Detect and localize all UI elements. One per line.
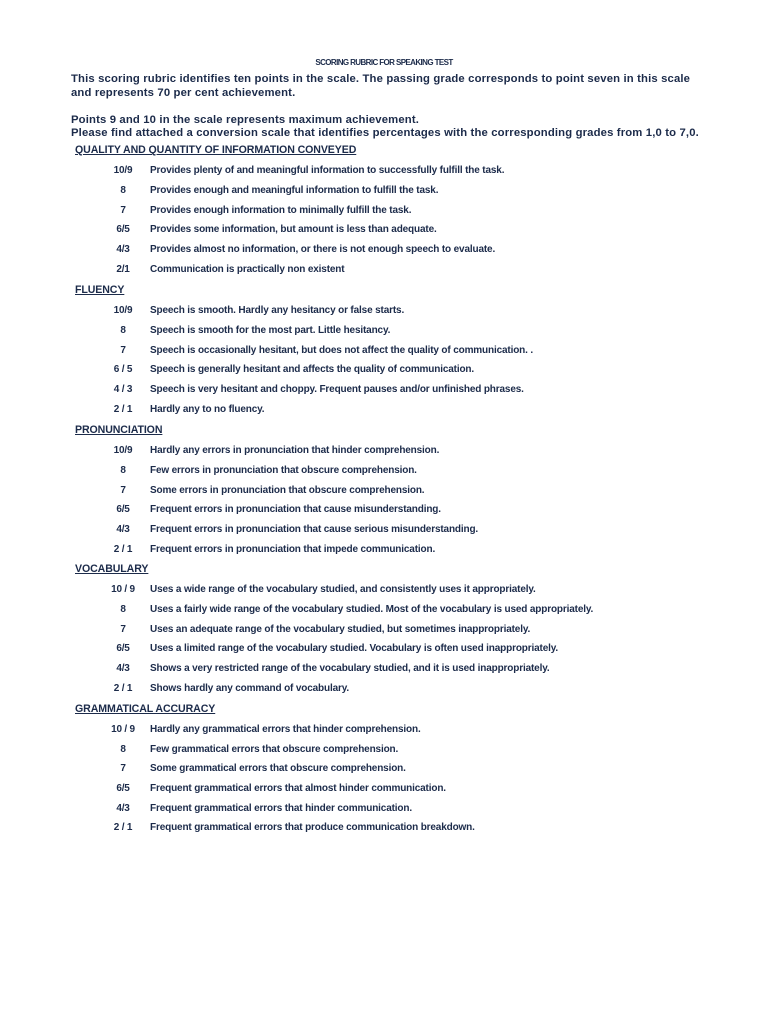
rubric-score: 4/3 [116,244,130,255]
intro-line: Points 9 and 10 in the scale represents maximum achievement. [71,113,420,126]
rubric-score: 6/5 [116,643,130,654]
rubric-score: 2 / 1 [113,683,133,694]
rubric-score: 8 [120,185,126,196]
rubric-description: Few errors in pronunciation that obscure comprehension. [150,465,417,476]
rubric-score: 4 / 3 [113,384,133,395]
rubric-row [0,543,768,557]
rubric-score: 7 [120,763,126,774]
rubric-row [0,263,768,277]
rubric-description: Uses a fairly wide range of the vocabulary studied. Most of the vocabulary is used appropriately. [150,604,594,615]
rubric-description: Some grammatical errors that obscure comprehension. [150,763,406,774]
rubric-row [0,821,768,835]
rubric-score: 6 / 5 [113,364,133,375]
rubric-score: 6/5 [116,783,130,794]
section-title: VOCABULARY [75,563,149,575]
rubric-row [0,782,768,796]
rubric-score: 8 [120,465,126,476]
rubric-row [0,723,768,737]
intro-paragraph [71,73,751,141]
rubric-description: Hardly any to no fluency. [150,404,265,415]
rubric-score: 2 / 1 [113,822,133,833]
rubric-row [0,464,768,478]
intro-line [71,100,751,114]
rubric-row [0,762,768,776]
rubric-description: Speech is occasionally hesitant, but does not affect the quality of communication. . [150,345,534,356]
rubric-row [0,164,768,178]
rubric-score: 10 / 9 [111,724,135,735]
rubric-description: Provides some information, but amount is less than adequate. [150,224,437,235]
rubric-row [0,503,768,517]
rubric-score: 10/9 [113,445,133,456]
rubric-row [0,523,768,537]
rubric-row [0,344,768,358]
section-title: FLUENCY [75,284,125,296]
rubric-description: Provides plenty of and meaningful information to successfully fulfill the task. [150,165,505,176]
rubric-description: Communication is practically non existent [150,264,345,275]
section-title: QUALITY AND QUANTITY OF INFORMATION CONVEYED [75,144,357,156]
section-title: GRAMMATICAL ACCURACY [75,703,216,715]
intro-line: This scoring rubric identifies ten points in the scale. The passing grade corresponds to point seven in this scale [71,73,691,85]
intro-line: Please find attached a conversion scale that identifies percentages with the corresponding grades from 1,0 to 7,0. [71,127,699,139]
rubric-row [0,304,768,318]
rubric-score: 7 [120,485,126,496]
rubric-score: 6/5 [116,224,130,235]
rubric-description: Uses an adequate range of the vocabulary studied, but sometimes inappropriately. [150,624,531,635]
rubric-description: Frequent errors in pronunciation that cause serious misunderstanding. [150,524,479,535]
rubric-score: 8 [120,325,126,336]
rubric-description: Shows a very restricted range of the vocabulary studied, and it is used inappropriately. [150,663,550,674]
rubric-description: Speech is smooth for the most part. Little hesitancy. [150,325,391,336]
rubric-row [0,363,768,377]
rubric-score: 8 [120,744,126,755]
rubric-row [0,583,768,597]
rubric-description: Frequent grammatical errors that almost hinder communication. [150,783,446,794]
rubric-description: Few grammatical errors that obscure comprehension. [150,744,399,755]
rubric-description: Speech is smooth. Hardly any hesitancy or false starts. [150,305,405,316]
rubric-description: Frequent grammatical errors that produce communication breakdown. [150,822,475,833]
rubric-score: 10/9 [113,305,133,316]
rubric-score: 10/9 [113,165,133,176]
rubric-row [0,243,768,257]
rubric-description: Speech is very hesitant and choppy. Frequent pauses and/or unfinished phrases. [150,384,524,395]
intro-line: and represents 70 per cent achievement. [71,86,296,99]
rubric-description: Frequent errors in pronunciation that impede communication. [150,544,436,555]
rubric-score: 2 / 1 [113,404,133,415]
rubric-row [0,802,768,816]
rubric-score: 7 [120,205,126,216]
rubric-row [0,444,768,458]
rubric-description: Uses a limited range of the vocabulary studied. Vocabulary is often used inappropriately. [150,643,559,654]
rubric-score: 7 [120,345,126,356]
rubric-score: 2/1 [116,264,130,275]
rubric-row [0,743,768,757]
rubric-row [0,484,768,498]
rubric-score: 6/5 [116,504,130,515]
rubric-score: 4/3 [116,803,130,814]
rubric-row [0,184,768,198]
rubric-row [0,642,768,656]
rubric-row [0,682,768,696]
rubric-description: Uses a wide range of the vocabulary studied, and consistently uses it appropriately. [150,584,536,595]
rubric-description: Frequent errors in pronunciation that cause misunderstanding. [150,504,441,515]
rubric-description: Provides enough and meaningful information to fulfill the task. [150,185,439,196]
rubric-description: Provides enough information to minimally fulfill the task. [150,205,412,216]
rubric-description: Hardly any grammatical errors that hinder comprehension. [150,724,421,735]
rubric-description: Hardly any errors in pronunciation that hinder comprehension. [150,445,440,456]
rubric-description: Speech is generally hesitant and affects the quality of communication. [150,364,475,375]
rubric-description: Provides almost no information, or there is not enough speech to evaluate. [150,244,496,255]
section-title: PRONUNCIATION [75,424,163,436]
rubric-score: 4/3 [116,663,130,674]
rubric-description: Frequent grammatical errors that hinder communication. [150,803,412,814]
rubric-row [0,324,768,338]
rubric-row [0,403,768,417]
rubric-row [0,383,768,397]
rubric-score: 2 / 1 [113,544,133,555]
rubric-row [0,223,768,237]
rubric-row [0,204,768,218]
rubric-row [0,603,768,617]
rubric-score: 7 [120,624,126,635]
document-title: SCORING RUBRIC FOR SPEAKING TEST [315,58,453,67]
rubric-row [0,662,768,676]
rubric-description: Some errors in pronunciation that obscure comprehension. [150,485,425,496]
rubric-score: 4/3 [116,524,130,535]
rubric-row [0,623,768,637]
rubric-score: 10 / 9 [111,584,135,595]
rubric-score: 8 [120,604,126,615]
rubric-description: Shows hardly any command of vocabulary. [150,683,350,694]
